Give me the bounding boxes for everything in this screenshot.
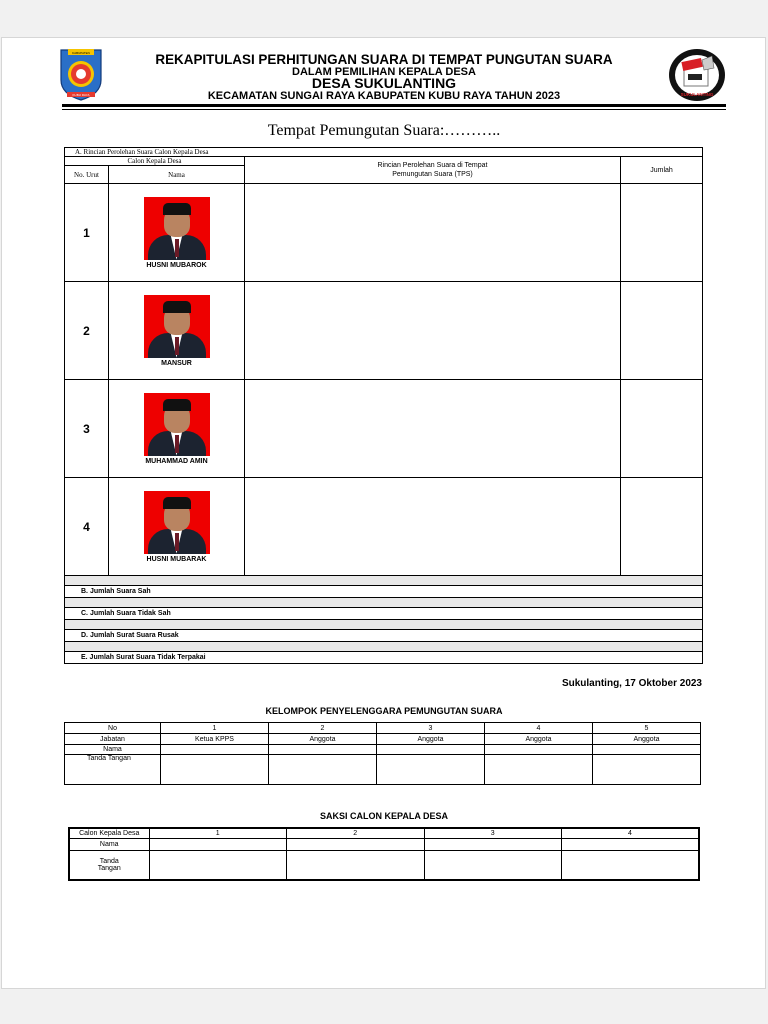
header-district: KECAMATAN SUNGAI RAYA KABUPATEN KUBU RAYA TAHUN 2023 [207,90,561,102]
header-rule-thick [62,104,726,107]
kelompok-nama-cell[interactable] [377,745,485,755]
saksi-calon-row [69,828,699,838]
suara-tidak-sah-row[interactable] [65,608,703,620]
kelompok-nama-cell[interactable] [485,745,593,755]
vote-detail-cell[interactable] [245,380,621,478]
spacer-row [65,598,703,608]
kelompok-nama-label: Nama [65,745,161,755]
kelompok-nama-cell[interactable] [269,745,377,755]
suara-sah-label: B. Jumlah Suara Sah [65,586,703,598]
candidate-number: 2 [65,282,109,380]
kelompok-table [64,722,701,785]
candidate-photo [144,491,210,554]
rincian-header: Rincian Perolehan Suara di Tempat Pemungutan Suara (TPS) [245,157,621,184]
nama-header: Nama [109,166,245,184]
candidate-row [65,282,703,380]
vote-recap-table [64,147,703,664]
surat-rusak-row[interactable] [65,630,703,642]
saksi-tanda-cell[interactable] [149,850,287,880]
kelompok-tanda-cell[interactable] [269,755,377,785]
header-rule-thin [62,109,726,110]
kelompok-no-row [65,723,701,734]
vote-total-cell[interactable] [621,380,703,478]
kelompok-jabatan: Anggota [377,734,485,745]
vote-total-cell[interactable] [621,184,703,282]
kelompok-jabatan: Anggota [269,734,377,745]
candidate-cell [109,478,245,576]
saksi-nama-row [69,838,699,850]
candidate-name: HUSNI MUBARAK [146,555,207,563]
kelompok-tanda-label: Tanda Tangan [65,755,161,785]
candidate-name: MUHAMMAD AMIN [145,457,208,465]
kelompok-tanda-cell[interactable] [161,755,269,785]
kelompok-jabatan: Anggota [485,734,593,745]
section-a-label: A. Rincian Perolehan Suara Calon Kepala Desa [65,148,703,157]
tps-line: Tempat Pemungutan Suara:……….. [267,122,501,139]
saksi-number: 2 [287,828,425,838]
kelompok-number: 5 [593,723,701,734]
candidate-cell [109,282,245,380]
saksi-nama-cell[interactable] [562,838,700,850]
kelompok-jabatan-label: Jabatan [65,734,161,745]
surat-rusak-label: D. Jumlah Surat Suara Rusak [65,630,703,642]
kelompok-tanda-cell[interactable] [377,755,485,785]
calon-header-row [65,157,703,166]
kelompok-no-label: No [65,723,161,734]
vote-detail-cell[interactable] [245,478,621,576]
no-urut-header: No. Urut [65,166,109,184]
place-date: Sukulanting, 17 Oktober 2023 [561,678,702,689]
saksi-tanda-label: Tanda Tangan [69,850,149,880]
saksi-nama-cell[interactable] [149,838,287,850]
svg-text:KABUPATEN: KABUPATEN [72,51,90,55]
surat-tidak-terpakai-label: E. Jumlah Surat Suara Tidak Terpakai [65,652,703,664]
saksi-number: 3 [424,828,562,838]
saksi-tanda-row [69,850,699,880]
candidate-photo [144,393,210,456]
candidate-name: HUSNI MUBAROK [146,261,207,269]
saksi-calon-label: Calon Kepala Desa [69,828,149,838]
candidate-row [65,184,703,282]
vote-detail-cell[interactable] [245,184,621,282]
svg-text:KUBU RAYA: KUBU RAYA [72,93,90,97]
saksi-tanda-cell[interactable] [562,850,700,880]
saksi-table [68,827,700,881]
saksi-tanda-cell[interactable] [424,850,562,880]
saksi-title: SAKSI CALON KEPALA DESA [319,811,448,821]
vote-total-cell[interactable] [621,478,703,576]
candidate-number: 4 [65,478,109,576]
saksi-nama-label: Nama [69,838,149,850]
kelompok-nama-cell[interactable] [161,745,269,755]
candidate-row [65,380,703,478]
spacer-row [65,620,703,630]
candidate-cell [109,184,245,282]
kelompok-tanda-cell[interactable] [485,755,593,785]
suara-sah-row[interactable] [65,586,703,598]
header-title: REKAPITULASI PERHITUNGAN SUARA DI TEMPAT PUNGUTAN SUARA [155,51,613,67]
kelompok-number: 1 [161,723,269,734]
candidate-photo [144,295,210,358]
surat-tidak-terpakai-row[interactable] [65,652,703,664]
kelompok-tanda-row [65,755,701,785]
vote-total-cell[interactable] [621,282,703,380]
saksi-tanda-cell[interactable] [287,850,425,880]
saksi-number: 1 [149,828,287,838]
candidate-number: 3 [65,380,109,478]
calon-header: Calon Kepala Desa [65,157,245,166]
saksi-number: 4 [562,828,700,838]
kelompok-jabatan-row [65,734,701,745]
suara-tidak-sah-label: C. Jumlah Suara Tidak Sah [65,608,703,620]
svg-text:SUKULANTING: SUKULANTING [680,92,714,97]
kelompok-title: KELOMPOK PENYELENGGARA PEMUNGUTAN SUARA [265,706,503,716]
jumlah-header: Jumlah [621,157,703,184]
saksi-nama-cell[interactable] [287,838,425,850]
saksi-nama-cell[interactable] [424,838,562,850]
candidate-number: 1 [65,184,109,282]
candidate-row [65,478,703,576]
kelompok-tanda-cell[interactable] [593,755,701,785]
header-village: DESA SUKULANTING [311,75,457,91]
spacer-row [65,642,703,652]
candidate-cell [109,380,245,478]
vote-detail-cell[interactable] [245,282,621,380]
kelompok-jabatan: Ketua KPPS [161,734,269,745]
kelompok-number: 4 [485,723,593,734]
candidate-name: MANSUR [161,359,192,367]
spacer-row [65,576,703,586]
kelompok-nama-cell[interactable] [593,745,701,755]
section-a-row [65,148,703,157]
kelompok-jabatan: Anggota [593,734,701,745]
kelompok-nama-row [65,745,701,755]
header-subtitle: DALAM PEMILIHAN KEPALA DESA [292,66,476,78]
kelompok-number: 2 [269,723,377,734]
kelompok-number: 3 [377,723,485,734]
candidate-photo [144,197,210,260]
